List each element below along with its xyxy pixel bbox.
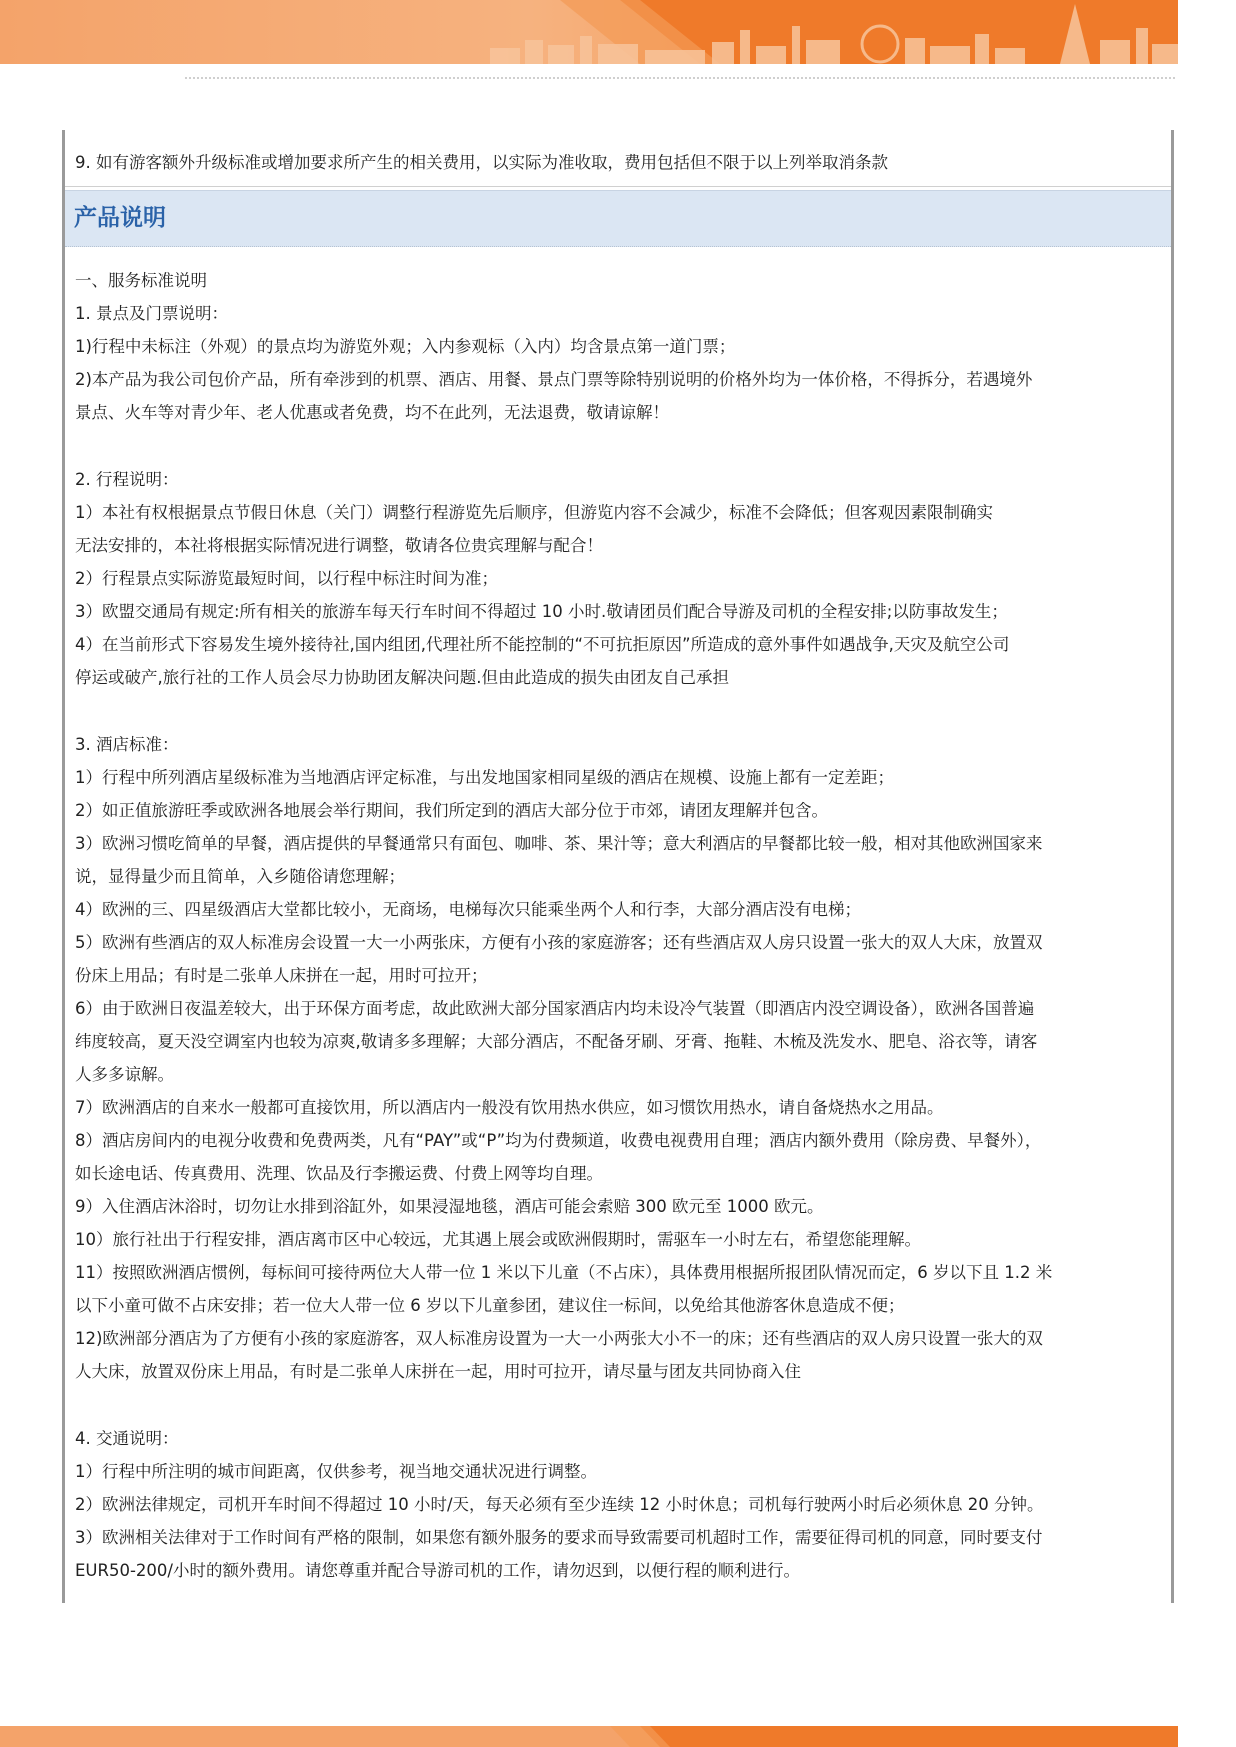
text-line: 6）由于欧洲日夜温差较大，出于环保方面考虑，故此欧洲大部分国家酒店内均未设冷气装置（即酒店内没空调设备），欧洲各国普遍 [75, 999, 1035, 1018]
text-line: 人大床，放置双份床上用品，有时是二张单人床拼在一起，用时可拉开，请尽量与团友共同协商入住 [75, 1362, 801, 1381]
text-line: 说，显得量少而且简单，入乡随俗请您理解； [75, 867, 405, 886]
text-line: 1)行程中未标注（外观）的景点均为游览外观；入内参观标（入内）均含景点第一道门票； [75, 337, 736, 356]
footer-banner [0, 1726, 1178, 1747]
text-line: 4）在当前形式下容易发生境外接待社,国内组团,代理社所不能控制的“不可抗拒原因”所造成的意外事件如遇战争,天灾及航空公司 [75, 635, 1010, 654]
text-line: 3）欧洲习惯吃简单的早餐，酒店提供的早餐通常只有面包、咖啡、茶、果汁等；意大利酒店的早餐都比较一般，相对其他欧洲国家来 [75, 834, 1043, 853]
text-line: 1. 景点及门票说明： [75, 304, 228, 323]
text-line: EUR50-200/小时的额外费用。请您尊重并配合导游司机的工作，请勿迟到，以便行程的顺利进行。 [75, 1561, 800, 1580]
text-line: 3. 酒店标准： [75, 735, 179, 754]
text-line: 12)欧洲部分酒店为了方便有小孩的家庭游客，双人标准房设置为一大一小两张大小不一的床；还有些酒店的双人房只设置一张大的双 [75, 1329, 1043, 1348]
text-line: 纬度较高，夏天没空调室内也较为凉爽,敬请多多理解；大部分酒店，不配备牙刷、牙膏、拖鞋、木梳及洗发水、肥皂、浴衣等，请客 [75, 1032, 1038, 1051]
text-line: 5）欧洲有些酒店的双人标准房会设置一大一小两张床，方便有小孩的家庭游客；还有些酒店双人房只设置一张大的双人大床，放置双 [75, 933, 1043, 952]
text-line: 2)本产品为我公司包价产品，所有牵涉到的机票、酒店、用餐、景点门票等除特别说明的价格外均为一体价格，不得拆分，若遇境外 [75, 370, 1033, 389]
section-header [65, 190, 1171, 247]
text-line: 停运或破产,旅行社的工作人员会尽力协助团友解决问题.但由此造成的损失由团友自己承担 [75, 668, 729, 687]
text-line: 7）欧洲酒店的自来水一般都可直接饮用，所以酒店内一般没有饮用热水供应，如习惯饮用热水，请自备烧热水之用品。 [75, 1098, 944, 1117]
text-line: 11）按照欧洲酒店惯例，每标间可接待两位大人带一位 1 米以下儿童（不占床），具体费用根据所报团队情况而定，6 岁以下且 1.2 米 [75, 1263, 1053, 1282]
text-line: 1）本社有权根据景点节假日休息（关门）调整行程游览先后顺序，但游览内容不会减少，标准不会降低；但客观因素限制确实 [75, 503, 993, 522]
text-line: 4）欧洲的三、四星级酒店大堂都比较小，无商场，电梯每次只能乘坐两个人和行李，大部分酒店没有电梯； [75, 900, 861, 919]
text-line: 无法安排的，本社将根据实际情况进行调整，敬请各位贵宾理解与配合！ [75, 536, 603, 555]
text-line: 1）行程中所列酒店星级标准为当地酒店评定标准，与出发地国家相同星级的酒店在规模、设施上都有一定差距； [75, 768, 894, 787]
text-line: 8）酒店房间内的电视分收费和免费两类，凡有“PAY”或“P”均为付费频道，收费电视费用自理；酒店内额外费用（除房费、早餐外）， [75, 1131, 1042, 1150]
text-line: 人多多谅解。 [75, 1065, 174, 1084]
header-divider [185, 77, 1175, 79]
text-line: 景点、火车等对青少年、老人优惠或者免费，均不在此列，无法退费，敬请谅解！ [75, 403, 669, 422]
section-title: 产品说明 [74, 205, 166, 231]
text-line: 如长途电话、传真费用、洗理、饮品及行李搬运费、付费上网等均自理。 [75, 1164, 603, 1183]
text-line: 10）旅行社出于行程安排，酒店离市区中心较远，尤其遇上展会或欧洲假期时，需驱车一小时左右，希望您能理解。 [75, 1230, 921, 1249]
text-line: 一、服务标准说明 [75, 271, 207, 290]
text-line: 以下小童可做不占床安排；若一位大人带一位 6 岁以下儿童参团，建议住一标间，以免给其他游客休息造成不便； [75, 1296, 905, 1315]
text-line: 份床上用品；有时是二张单人床拼在一起，用时可拉开； [75, 966, 488, 985]
text-line: 1）行程中所注明的城市间距离，仅供参考，视当地交通状况进行调整。 [75, 1462, 597, 1481]
text-line: 3）欧盟交通局有规定:所有相关的旅游车每天行车时间不得超过 10 小时.敬请团员们配合导游及司机的全程安排;以防事故发生； [75, 602, 1008, 621]
text-line: 3）欧洲相关法律对于工作时间有严格的限制，如果您有额外服务的要求而导致需要司机超时工作，需要征得司机的同意，同时要支付 [75, 1528, 1043, 1547]
text-line: 2）如正值旅游旺季或欧洲各地展会举行期间，我们所定到的酒店大部分位于市郊，请团友理解并包含。 [75, 801, 828, 820]
text-line: 2）欧洲法律规定，司机开车时间不得超过 10 小时/天，每天必须有至少连续 12 小时休息；司机每行驶两小时后必须休息 20 分钟。 [75, 1495, 1044, 1514]
row-divider [65, 186, 1171, 187]
text-line: 2. 行程说明： [75, 470, 179, 489]
text-line: 9）入住酒店沐浴时，切勿让水排到浴缸外，如果浸湿地毯，酒店可能会索赔 300 欧元至 1000 欧元。 [75, 1197, 824, 1216]
header-banner-graphic [0, 0, 1178, 64]
text-line: 9. 如有游客额外升级标准或增加要求所产生的相关费用，以实际为准收取，费用包括但不限于以上列举取消条款 [75, 153, 888, 172]
text-line: 4. 交通说明： [75, 1429, 179, 1448]
text-line: 2）行程景点实际游览最短时间，以行程中标注时间为准； [75, 569, 498, 588]
footer-banner-graphic [0, 1726, 1178, 1747]
header-banner [0, 0, 1178, 64]
